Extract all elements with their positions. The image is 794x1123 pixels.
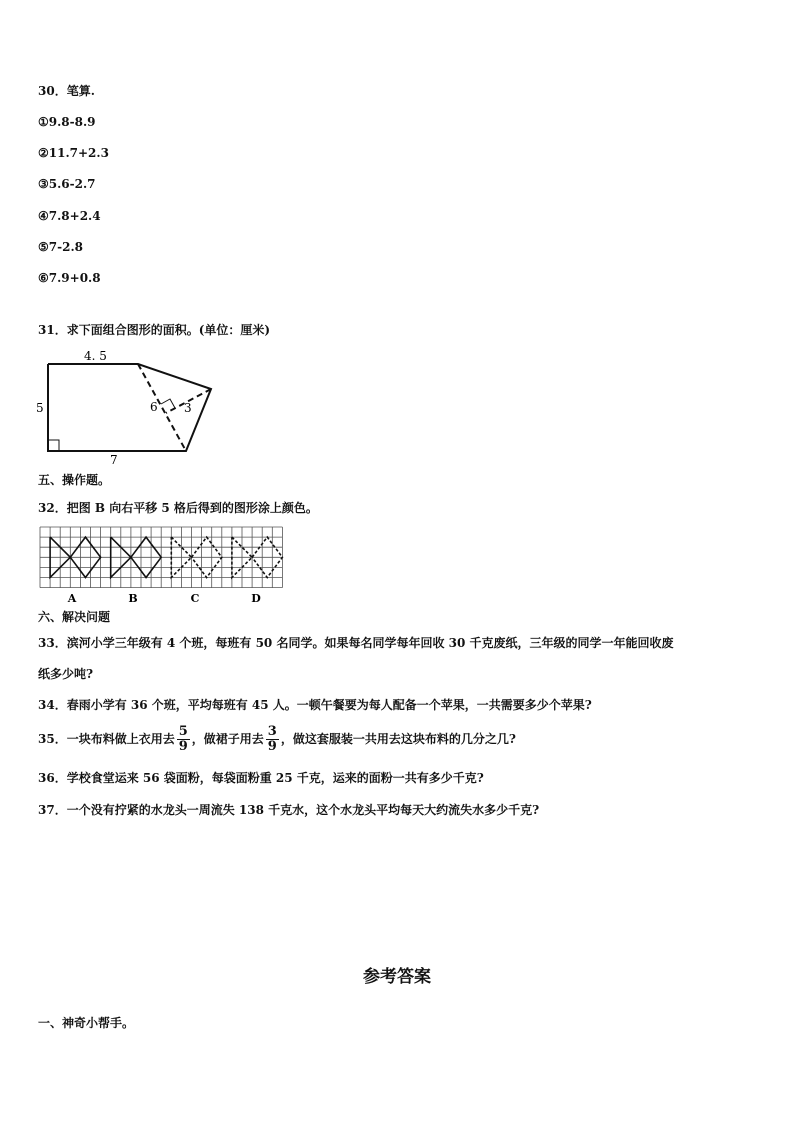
q32-grid-figure — [36, 525, 286, 605]
q33-line-2: 纸多少吨? — [38, 667, 94, 681]
q35-part-1: 35．一块布料做上衣用去 — [38, 732, 175, 746]
q30-title: 30．笔算. — [38, 84, 95, 98]
label-bottom: 7 — [110, 453, 118, 467]
section-5-heading: 五、操作题。 — [38, 473, 111, 487]
section-6-heading: 六、解决问题 — [38, 610, 111, 624]
grid-label-d: D — [251, 592, 261, 605]
q30-item-6: ⑥7.9+0.8 — [38, 271, 101, 285]
q35-fraction-1 — [177, 725, 190, 754]
label-height: 3 — [184, 401, 192, 415]
q30-item-2: ②11.7+2.3 — [38, 146, 109, 160]
grid-label-a: A — [67, 592, 77, 605]
grid-label-b: B — [128, 592, 138, 605]
q35-text — [38, 722, 516, 756]
fraction-1-numerator: 5 — [178, 724, 188, 739]
q33-line-1: 33．滨河小学三年级有 4 个班，每班有 50 名同学。如果每名同学每年回收 30 千克废纸，三年级的同学一年能回收废 — [38, 636, 674, 650]
q36-text: 36．学校食堂运来 56 袋面粉，每袋面粉重 25 千克，运来的面粉一共有多少千克? — [38, 771, 484, 785]
section-1-heading: 一、神奇小帮手。 — [38, 1016, 135, 1030]
height-right-angle — [161, 399, 175, 408]
fraction-2-numerator: 3 — [267, 724, 277, 739]
fraction-1-denominator: 9 — [178, 739, 188, 754]
q37-text: 37．一个没有拧紧的水龙头一周流失 138 千克水，这个水龙头平均每天大约流失水多少千克? — [38, 803, 540, 817]
q30-item-4: ④7.8+2.4 — [38, 209, 101, 223]
label-diagonal: 6 — [150, 400, 158, 414]
q32-title: 32．把图 B 向右平移 5 格后得到的图形涂上颜色。 — [38, 501, 318, 515]
q35-part-3: ，做这套服装一共用去这块布料的几分之几? — [280, 732, 516, 746]
q35-part-2: ，做裙子用去 — [191, 732, 264, 746]
grid-label-c: C — [190, 592, 200, 605]
q30-item-5: ⑤7-2.8 — [38, 240, 83, 254]
q30-item-1: ①9.8-8.9 — [38, 115, 96, 129]
right-angle-mark — [48, 440, 59, 451]
q30-item-3: ③5.6-2.7 — [38, 177, 96, 191]
label-top: 4. 5 — [84, 349, 107, 363]
fraction-2-denominator: 9 — [267, 739, 277, 754]
q31-title: 31．求下面组合图形的面积。(单位：厘米) — [38, 323, 271, 337]
q31-composite-figure — [30, 346, 230, 470]
label-left: 5 — [36, 401, 44, 415]
q34-text: 34．春雨小学有 36 个班，平均每班有 45 人。一顿午餐要为每人配备一个苹果，一共需要多少个苹果? — [38, 698, 592, 712]
q35-fraction-2 — [266, 725, 279, 754]
answers-title: 参考答案 — [363, 967, 431, 987]
